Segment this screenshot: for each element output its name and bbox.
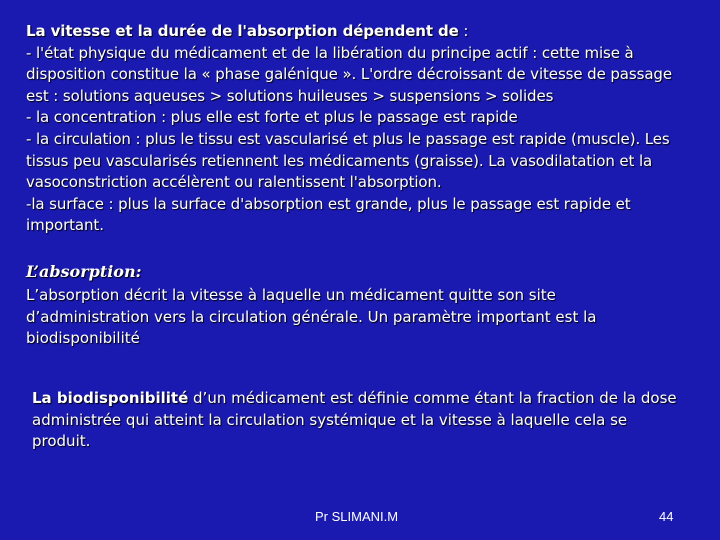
footer-author: Pr SLIMANI.M <box>315 509 399 524</box>
factors-lead-line <box>26 21 696 43</box>
absorption-heading: L’absorption: <box>26 262 142 281</box>
factors-lead-suffix: : <box>458 22 469 40</box>
factor-concentration: - la concentration : plus elle est forte et plus le passage est rapide <box>26 108 518 127</box>
factor-surface: -la surface : plus la surface d'absorption est grande, plus le passage est rapide et important. <box>26 194 631 235</box>
factor-circulation: - la circulation : plus le tissu est vascularisé et plus le passage est rapide (muscle). Les tissus peu vascularisés retiennent les médicaments (graisse). La vasodilatation et la vasoconstriction accélèrent ou ralentissent l'absorption. <box>26 129 670 192</box>
bioavailability-text: d’un médicament est définie comme étant la fraction de la dose administrée qui atteint la circulation systémique et la vitesse à laquelle cela se produit. <box>32 389 677 451</box>
bioavailability-definition <box>32 388 682 453</box>
factor-physical-state: - l'état physique du médicament et de la libération du principe actif : cette mise à disposition constitue la « phase galénique ». L'ordre décroissant de vitesse de passage est : solutions aqueuses > solutions huileuses > suspensions > solides <box>26 43 672 105</box>
factors-lead: La vitesse et la durée de l'absorption dépendent de <box>26 22 459 40</box>
factors-text-block <box>26 21 696 237</box>
absorption-definition: L’absorption décrit la vitesse à laquelle un médicament quitte son site d’administration vers la circulation générale. Un paramètre important est la biodisponibilité <box>26 286 597 348</box>
bioavailability-term: La biodisponibilité <box>32 389 189 407</box>
slide-number: 44 <box>659 509 674 524</box>
